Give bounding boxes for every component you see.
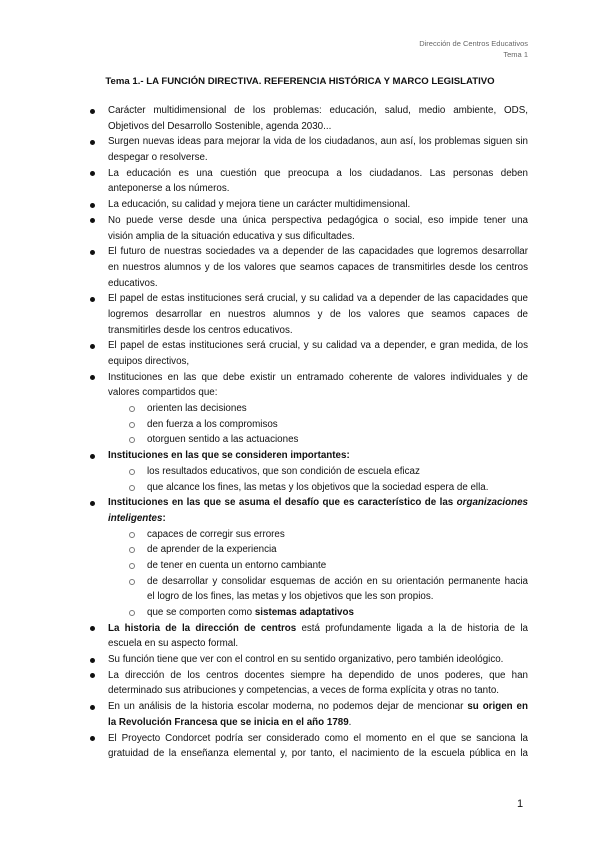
text-line bbox=[108, 511, 528, 527]
text-run: El futuro de nuestras sociedades va a depender de las capacidades que logremos desarrollar bbox=[108, 246, 528, 258]
text-line bbox=[108, 166, 528, 182]
bullet-icon bbox=[90, 109, 95, 114]
text-line bbox=[108, 652, 528, 668]
text-run: está profundamente ligada a la de historia de la bbox=[296, 622, 528, 634]
text-run: de desarrollar y consolidar esquemas de acción en su orientación permanente hacia bbox=[147, 575, 528, 587]
sub-list-item bbox=[0, 605, 600, 621]
text-line bbox=[108, 354, 528, 370]
bullet-icon bbox=[90, 140, 95, 145]
text-run: que alcance los fines, las metas y los objetivos que la sociedad espera de ella. bbox=[147, 481, 489, 493]
text-run: inteligentes bbox=[108, 512, 163, 524]
bullet-icon bbox=[90, 250, 95, 255]
text-run: : bbox=[162, 512, 166, 524]
text-line bbox=[108, 636, 528, 652]
list-item bbox=[0, 197, 600, 213]
running-header-topic: Tema 1 bbox=[503, 50, 528, 59]
text-line bbox=[147, 589, 528, 605]
text-run: la Revolución Francesa que se inicia en el año 1789 bbox=[108, 716, 349, 728]
list-item bbox=[0, 338, 600, 369]
text-line bbox=[108, 103, 528, 119]
bullet-icon bbox=[90, 705, 95, 710]
text-run: El papel de estas instituciones será crucial, y su calidad va a depender de las capacidades que bbox=[108, 293, 528, 305]
list-item bbox=[0, 652, 600, 668]
text-line bbox=[108, 495, 528, 511]
bullet-icon bbox=[90, 344, 95, 349]
bullet-icon bbox=[90, 736, 95, 741]
list-item bbox=[0, 134, 600, 165]
text-line bbox=[108, 134, 528, 150]
document-title: Tema 1.- LA FUNCIÓN DIRECTIVA. REFERENCIA HISTÓRICA Y MARCO LEGISLATIVO bbox=[105, 76, 495, 87]
text-run: Carácter multidimensional de los problemas: educación, salud, medio ambiente, ODS, bbox=[108, 105, 528, 116]
text-run: anteponerse a los números. bbox=[108, 183, 230, 195]
text-run: Su función tiene que ver con el control en su sentido organizativo, pero también ideológico. bbox=[108, 654, 504, 666]
text-line bbox=[108, 370, 528, 386]
text-run: los resultados educativos, que son condición de escuela eficaz bbox=[147, 465, 420, 477]
text-run: equipos directivos, bbox=[108, 356, 190, 367]
text-run: La educación, su calidad y mejora tiene un carácter multidimensional. bbox=[108, 199, 411, 211]
text-line bbox=[147, 401, 528, 417]
sub-list-item bbox=[0, 527, 600, 543]
text-run: Objetivos del Desarrollo Sostenible, agenda 2030... bbox=[108, 120, 332, 132]
text-line bbox=[147, 417, 528, 433]
sub-list-item bbox=[0, 417, 600, 433]
bullet-icon bbox=[90, 626, 95, 631]
text-run: el logro de los fines, las metas y los objetivos que les son propios. bbox=[147, 591, 434, 603]
sub-list-item bbox=[0, 558, 600, 574]
text-line bbox=[108, 338, 528, 354]
text-run: escuela en su aspecto formal. bbox=[108, 638, 239, 650]
text-line bbox=[108, 276, 528, 292]
text-run: en nuestros alumnos y de los valores que seamos capaces de transmitirles desde los centros bbox=[108, 261, 528, 273]
circle-bullet-icon bbox=[129, 610, 135, 616]
text-line bbox=[147, 558, 528, 574]
text-run: educativos. bbox=[108, 277, 158, 289]
text-line bbox=[108, 119, 528, 135]
list-item bbox=[0, 621, 600, 652]
text-run: orienten las decisiones bbox=[147, 403, 247, 415]
text-run: Instituciones en las que debe existir un entramado coherente de valores individuales y de bbox=[108, 371, 528, 383]
list-item bbox=[0, 495, 600, 526]
text-run: sistemas adaptativos bbox=[254, 607, 354, 618]
text-run: su origen en bbox=[467, 701, 528, 713]
text-run: visión amplia de la situación educativa y sus dificultades. bbox=[108, 230, 355, 242]
sub-list-item bbox=[0, 464, 600, 480]
text-line bbox=[108, 244, 528, 260]
page-number: 1 bbox=[517, 798, 524, 810]
text-line bbox=[108, 181, 528, 197]
text-line bbox=[108, 291, 528, 307]
text-run: de tener en cuenta un entorno cambiante bbox=[147, 559, 327, 571]
bullet-icon bbox=[90, 203, 95, 208]
text-run: capaces de corregir sus errores bbox=[147, 528, 285, 540]
text-line bbox=[108, 746, 528, 762]
text-run: organizaciones bbox=[456, 497, 528, 509]
text-run: den fuerza a los compromisos bbox=[147, 418, 278, 430]
text-line bbox=[147, 542, 528, 558]
text-line bbox=[108, 150, 528, 166]
text-line bbox=[108, 731, 528, 747]
text-line bbox=[147, 432, 528, 448]
text-run: logremos desarrollar en nuestros alumnos y de los valores que seamos capaces de bbox=[108, 308, 528, 320]
running-header-course: Dirección de Centros Educativos bbox=[419, 39, 528, 48]
text-run: determinado sus atribuciones y competencias, a veces de forma explícita y otras no tanto. bbox=[108, 685, 499, 697]
sub-list-item bbox=[0, 574, 600, 605]
bullet-icon bbox=[90, 673, 95, 678]
text-run: otorguen sentido a las actuaciones bbox=[147, 434, 299, 446]
text-run: transmitirles desde los centros educativos. bbox=[108, 324, 293, 336]
text-line bbox=[108, 683, 528, 699]
text-line bbox=[108, 307, 528, 323]
bullet-icon bbox=[90, 658, 95, 663]
text-run: Surgen nuevas ideas para mejorar la vida de los ciudadanos, aun así, los problemas siguen sin bbox=[108, 136, 528, 148]
text-run: La dirección de los centros docentes siempre ha dependido de unos poderes, que han bbox=[108, 669, 528, 681]
list-item bbox=[0, 370, 600, 401]
text-line bbox=[108, 448, 528, 464]
bullet-icon bbox=[90, 375, 95, 380]
text-line bbox=[108, 323, 528, 339]
text-line bbox=[108, 213, 528, 229]
bullet-icon bbox=[90, 171, 95, 176]
text-run: valores compartidos que: bbox=[108, 387, 218, 399]
text-run: El papel de estas instituciones será crucial, y su calidad va a depender, e gran medida, de los bbox=[108, 340, 528, 352]
text-run: Instituciones en las que se consideren importantes: bbox=[108, 450, 350, 462]
text-line bbox=[108, 385, 528, 401]
circle-bullet-icon bbox=[129, 485, 135, 491]
bullet-icon bbox=[90, 297, 95, 302]
list-item bbox=[0, 103, 600, 134]
text-line bbox=[147, 464, 528, 480]
bullet-icon bbox=[90, 218, 95, 223]
list-item bbox=[0, 448, 600, 464]
circle-bullet-icon bbox=[129, 579, 135, 585]
list-item bbox=[0, 731, 600, 762]
text-line bbox=[108, 715, 528, 731]
list-item bbox=[0, 244, 600, 291]
text-line bbox=[108, 621, 528, 637]
bullet-icon bbox=[90, 454, 95, 459]
text-line bbox=[108, 229, 528, 245]
text-line bbox=[147, 605, 528, 621]
list-item bbox=[0, 699, 600, 730]
list-item bbox=[0, 166, 600, 197]
sub-list-item bbox=[0, 480, 600, 496]
sub-list-item bbox=[0, 401, 600, 417]
text-run: La historia de la dirección de centros bbox=[108, 622, 297, 634]
text-run: gratuidad de la enseñanza elemental y, por tanto, el nacimiento de la escuela pública en la bbox=[108, 748, 528, 760]
list-item bbox=[0, 291, 600, 338]
circle-bullet-icon bbox=[129, 406, 135, 412]
circle-bullet-icon bbox=[129, 532, 135, 538]
text-run: No puede verse desde una única perspectiva pedagógica o social, eso impide tener una bbox=[108, 214, 528, 226]
text-line bbox=[108, 699, 528, 715]
text-run: En un análisis de la historia escolar moderna, no podemos dejar de mencionar bbox=[108, 701, 468, 713]
text-line bbox=[147, 574, 528, 590]
text-line bbox=[108, 197, 528, 213]
list-item bbox=[0, 668, 600, 699]
bullet-list bbox=[0, 103, 600, 762]
circle-bullet-icon bbox=[129, 563, 135, 569]
sub-list-item bbox=[0, 542, 600, 558]
list-item bbox=[0, 213, 600, 244]
bullet-icon bbox=[90, 501, 95, 506]
text-run: La educación es una cuestión que preocupa a los ciudadanos. Las personas deben bbox=[108, 167, 528, 179]
text-run: de aprender de la experiencia bbox=[147, 544, 277, 556]
sub-list-item bbox=[0, 432, 600, 448]
text-run: El Proyecto Condorcet podría ser considerado como el momento en el que se sanciona la bbox=[108, 732, 528, 744]
circle-bullet-icon bbox=[129, 547, 135, 553]
text-run: que se comporten como bbox=[147, 607, 255, 618]
circle-bullet-icon bbox=[129, 422, 135, 428]
text-run: . bbox=[348, 716, 352, 728]
circle-bullet-icon bbox=[129, 469, 135, 475]
text-line bbox=[147, 527, 528, 543]
circle-bullet-icon bbox=[129, 437, 135, 443]
text-line bbox=[108, 260, 528, 276]
text-line bbox=[108, 668, 528, 684]
text-line bbox=[147, 480, 528, 496]
text-run: despegar o resolverse. bbox=[108, 152, 208, 164]
text-run: Instituciones en las que se asuma el desafío que es característico de las bbox=[108, 497, 457, 509]
